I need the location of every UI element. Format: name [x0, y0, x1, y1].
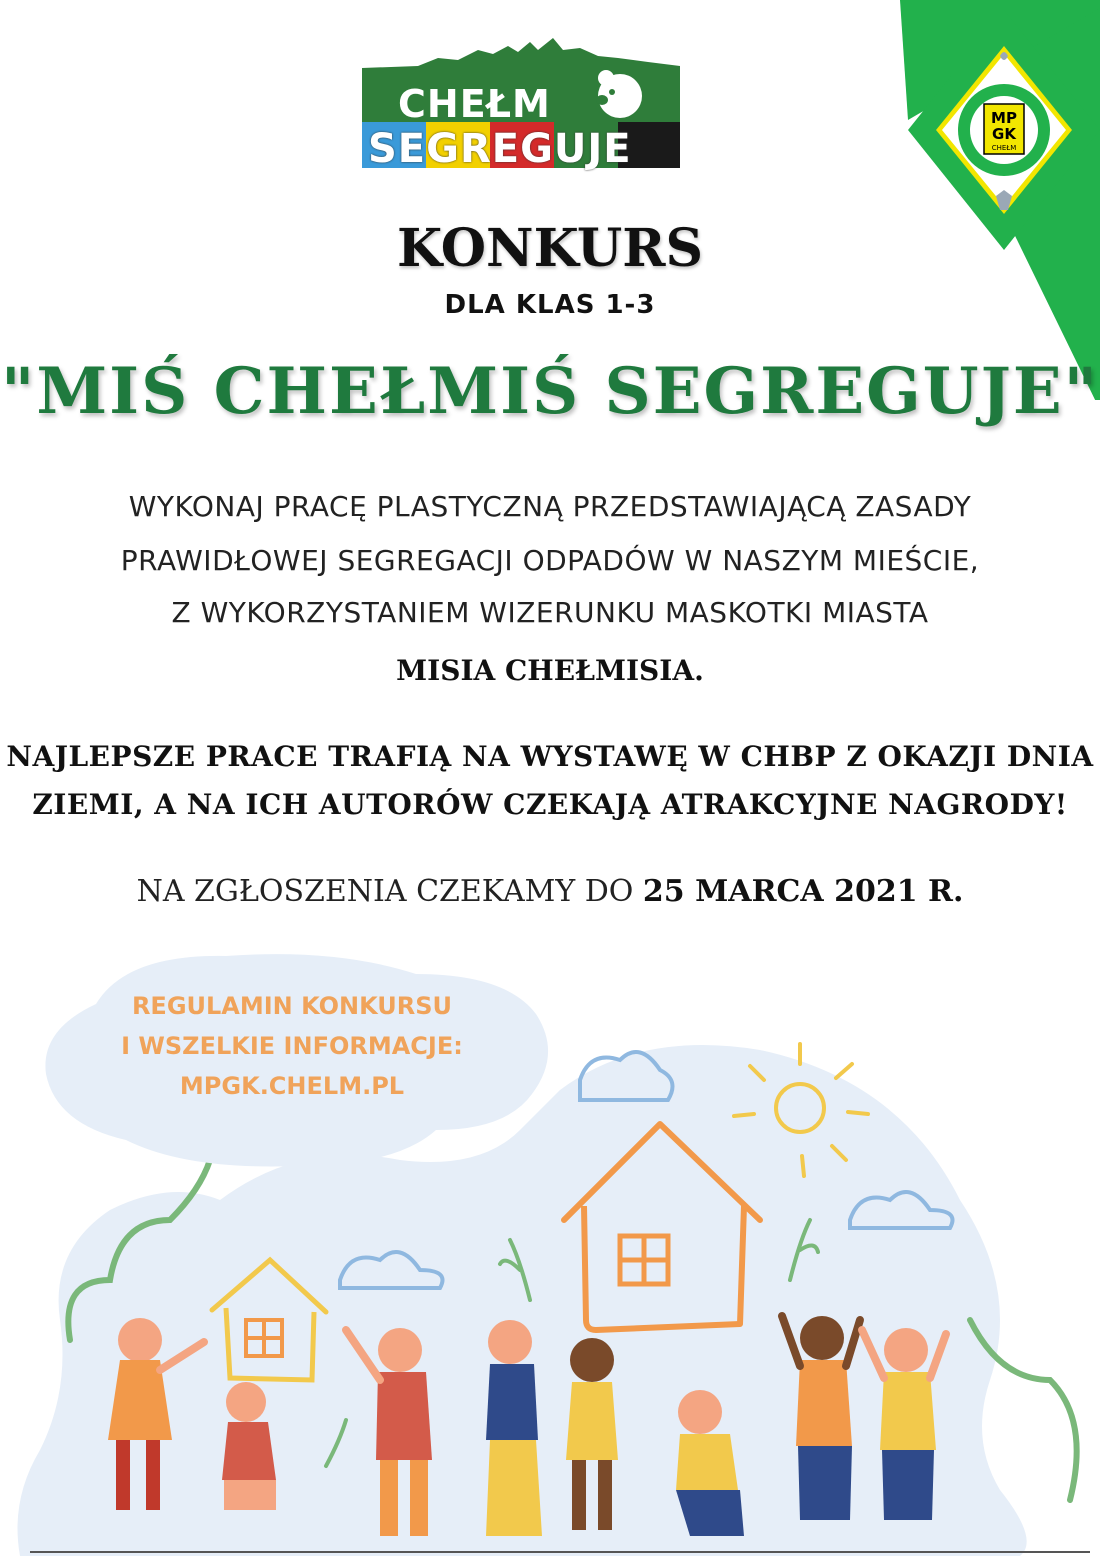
description-line-2: PRAWIDŁOWEJ SEGREGACJI ODPADÓW W NASZYM MIEŚCIE,	[120, 544, 980, 577]
logo-text-chelm: CHEŁM	[398, 82, 551, 126]
contest-title: KONKURS	[396, 218, 704, 279]
mpgk-badge	[900, 0, 1100, 400]
info-cloud	[36, 944, 554, 1174]
chelm-segreguje-logo	[358, 36, 686, 170]
logo-text-segreguje: SEGREGUJE	[368, 126, 632, 172]
mascot-name: MISIA CHEŁMISIA.	[396, 654, 704, 687]
description-line-1: WYKONAJ PRACĘ PLASTYCZNĄ PRZEDSTAWIAJĄCĄ ZASADY	[128, 490, 972, 523]
info-website-link[interactable]: MPGK.CHELM.PL	[179, 1072, 405, 1100]
deadline-text	[0, 874, 1100, 909]
badge-text-gk: GK	[992, 125, 1016, 143]
awards-line-1: NAJLEPSZE PRACE TRAFIĄ NA WYSTAWĘ W CHBP Z OKAZJI DNIA	[6, 740, 1094, 773]
deadline-date: 25 MARCA 2021 R.	[642, 874, 964, 909]
badge-text-chelm: CHEŁM	[991, 144, 1017, 152]
contest-name: "MIŚ CHEŁMIŚ SEGREGUJE"	[0, 354, 1100, 429]
deadline-prefix: NA ZGŁOSZENIA CZEKAMY DO	[136, 874, 643, 909]
badge-text-mp: MP	[991, 109, 1017, 127]
mpgk-badge-graphic	[900, 0, 1100, 400]
contest-subtitle: DLA KLAS 1-3	[444, 290, 656, 320]
info-line-1: REGULAMIN KONKURSU	[131, 992, 453, 1020]
awards-line-2: ZIEMI, A NA ICH AUTORÓW CZEKAJĄ ATRAKCYJNE NAGRODY!	[32, 788, 1068, 821]
info-line-2: I WSZELKIE INFORMACJE:	[121, 1032, 463, 1060]
description-line-3: Z WYKORZYSTANIEM WIZERUNKU MASKOTKI MIASTA	[171, 596, 929, 629]
